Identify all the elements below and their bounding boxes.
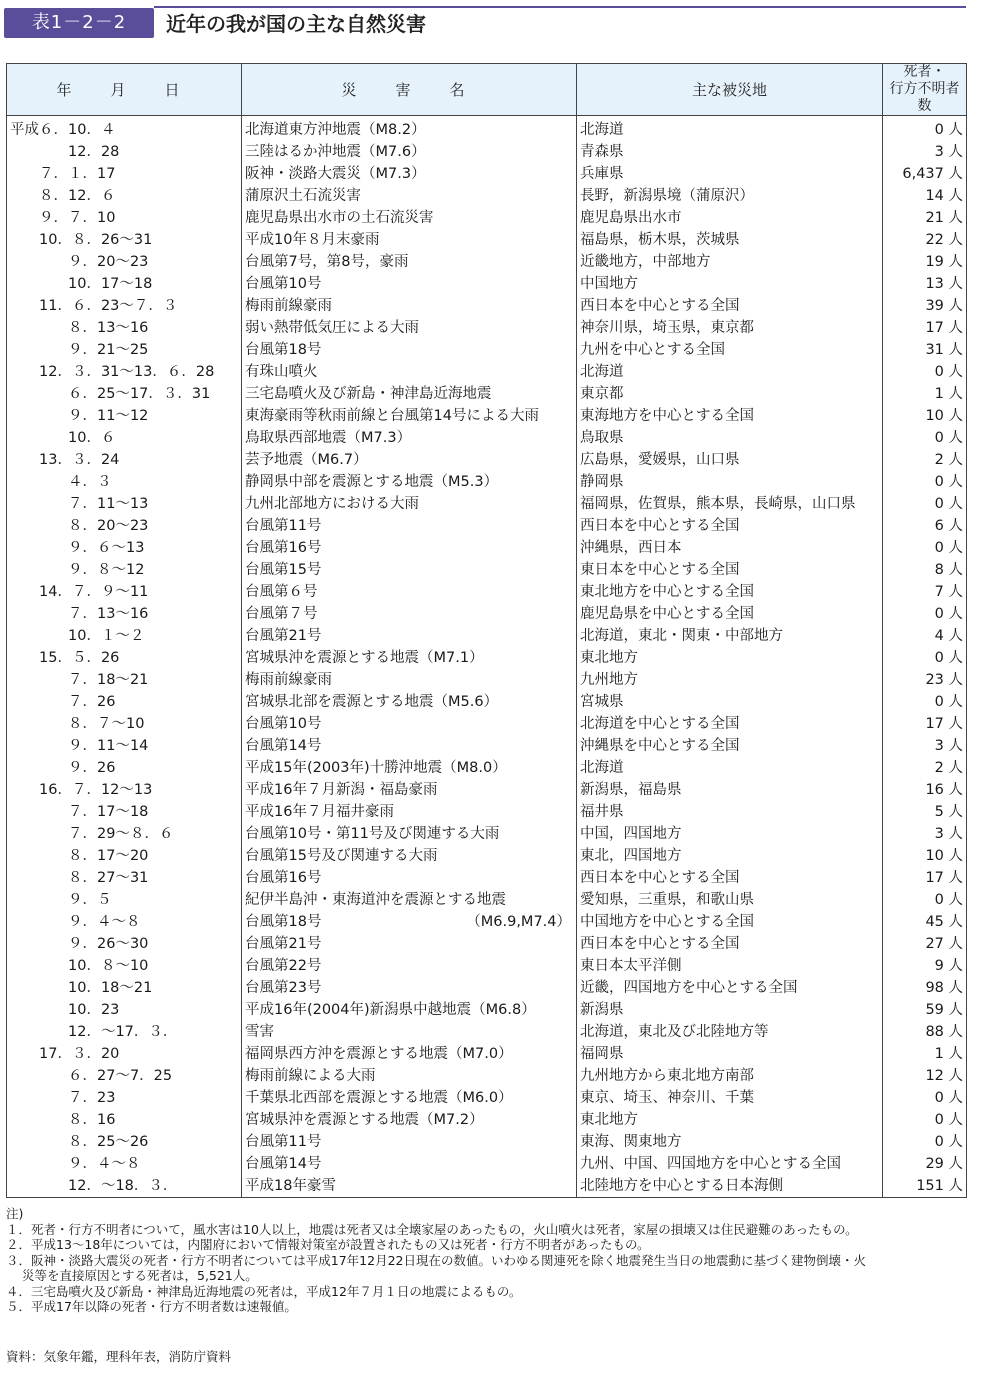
affected-area-cell: 広島県，愛媛県，山口県: [577, 449, 883, 471]
deaths-cell: 0 人: [883, 889, 967, 911]
column-header-area: 主な被災地: [577, 64, 883, 116]
table-row: [7, 779, 967, 801]
disaster-name-cell: 平成10年８月末豪雨: [242, 229, 577, 251]
deaths-cell: 1 人: [883, 383, 967, 405]
table-row: [7, 625, 967, 647]
affected-area-cell: 愛知県，三重県，和歌山県: [577, 889, 883, 911]
date-cell: ７．13～16: [7, 603, 242, 625]
deaths-cell: 0 人: [883, 493, 967, 515]
table-row: [7, 116, 967, 142]
disaster-name-cell: 台風第14号: [242, 1153, 577, 1175]
disaster-name-cell: 台風第10号: [242, 273, 577, 295]
disaster-name-cell: 梅雨前線豪雨: [242, 295, 577, 317]
table-row: [7, 185, 967, 207]
disaster-name-cell: 平成15年(2003年)十勝沖地震（M8.0）: [242, 757, 577, 779]
affected-area-cell: 北海道: [577, 116, 883, 142]
disaster-name-cell: 九州北部地方における大雨: [242, 493, 577, 515]
disaster-name-cell: 台風第15号: [242, 559, 577, 581]
deaths-cell: 59 人: [883, 999, 967, 1021]
table-row: [7, 1109, 967, 1131]
date-cell: ７．29～８．６: [7, 823, 242, 845]
disaster-name-cell: 梅雨前線による大雨: [242, 1065, 577, 1087]
deaths-cell: 12 人: [883, 1065, 967, 1087]
affected-area-cell: 福岡県: [577, 1043, 883, 1065]
disaster-name-cell: 台風第10号・第11号及び関連する大雨: [242, 823, 577, 845]
deaths-cell: 0 人: [883, 1109, 967, 1131]
date-cell: 10．１～２: [7, 625, 242, 647]
date-cell: 平成６．10．４: [7, 116, 242, 142]
affected-area-cell: 西日本を中心とする全国: [577, 515, 883, 537]
table-row: [7, 933, 967, 955]
table-row: [7, 757, 967, 779]
disaster-name-cell: [242, 911, 577, 933]
table-row: [7, 1065, 967, 1087]
table-row: [7, 449, 967, 471]
affected-area-cell: 北陸地方を中心とする日本海側: [577, 1175, 883, 1198]
affected-area-cell: 九州、中国、四国地方を中心とする全国: [577, 1153, 883, 1175]
disaster-name-cell: 宮城県沖を震源とする地震（M7.2）: [242, 1109, 577, 1131]
disaster-name-cell: 弱い熱帯低気圧による大雨: [242, 317, 577, 339]
deaths-cell: 0 人: [883, 427, 967, 449]
affected-area-cell: 新潟県，福島県: [577, 779, 883, 801]
affected-area-cell: 兵庫県: [577, 163, 883, 185]
header-rule: [154, 6, 966, 8]
affected-area-cell: 中国，四国地方: [577, 823, 883, 845]
deaths-cell: 0 人: [883, 603, 967, 625]
table-row: [7, 273, 967, 295]
disaster-name-cell: 台風第23号: [242, 977, 577, 999]
deaths-cell: 29 人: [883, 1153, 967, 1175]
deaths-cell: 0 人: [883, 471, 967, 493]
table-row: [7, 537, 967, 559]
deaths-cell: 0 人: [883, 1131, 967, 1153]
date-cell: ９．７．10: [7, 207, 242, 229]
disaster-name-cell: 静岡県中部を震源とする地震（M5.3）: [242, 471, 577, 493]
disaster-name-cell: 台風第16号: [242, 867, 577, 889]
deaths-cell: 4 人: [883, 625, 967, 647]
disaster-name-cell: 芸予地震（M6.7）: [242, 449, 577, 471]
table-row: [7, 1131, 967, 1153]
affected-area-cell: 西日本を中心とする全国: [577, 295, 883, 317]
affected-area-cell: 北海道を中心とする全国: [577, 713, 883, 735]
disaster-name-cell: 蒲原沢土石流災害: [242, 185, 577, 207]
deaths-cell: 23 人: [883, 669, 967, 691]
deaths-cell: 0 人: [883, 1087, 967, 1109]
table-row: [7, 735, 967, 757]
deaths-cell: 45 人: [883, 911, 967, 933]
table-row: [7, 207, 967, 229]
disaster-name-cell: 台風第22号: [242, 955, 577, 977]
affected-area-cell: 福島県，栃木県，茨城県: [577, 229, 883, 251]
table-row: [7, 339, 967, 361]
affected-area-cell: 九州地方: [577, 669, 883, 691]
table-header-bar: [4, 6, 966, 36]
affected-area-cell: 中国地方を中心とする全国: [577, 911, 883, 933]
disaster-name-cell: 平成16年７月福井豪雨: [242, 801, 577, 823]
deaths-cell: 0 人: [883, 691, 967, 713]
affected-area-cell: 東京、埼玉、神奈川、千葉: [577, 1087, 883, 1109]
date-cell: ９．26: [7, 757, 242, 779]
affected-area-cell: 福井県: [577, 801, 883, 823]
table-row: [7, 493, 967, 515]
affected-area-cell: 北海道，東北・関東・中部地方: [577, 625, 883, 647]
date-cell: ９．４～８: [7, 911, 242, 933]
deaths-cell: 3 人: [883, 823, 967, 845]
affected-area-cell: 鹿児島県出水市: [577, 207, 883, 229]
disaster-name-cell: 台風第7号，第8号，豪雨: [242, 251, 577, 273]
table-row: [7, 251, 967, 273]
disaster-name-cell: 台風第11号: [242, 1131, 577, 1153]
table-row: [7, 163, 967, 185]
disaster-name-cell: 三宅島噴火及び新島・神津島近海地震: [242, 383, 577, 405]
deaths-cell: 3 人: [883, 141, 967, 163]
disaster-name-text: 台風第18号: [245, 914, 322, 930]
date-cell: ９．６～13: [7, 537, 242, 559]
magnitude-suffix: （M6.9,M7.4）: [466, 914, 571, 930]
disaster-name-cell: 北海道東方沖地震（M8.2）: [242, 116, 577, 142]
affected-area-cell: 近畿，四国地方を中心とする全国: [577, 977, 883, 999]
deaths-cell: 13 人: [883, 273, 967, 295]
deaths-cell: 0 人: [883, 537, 967, 559]
deaths-cell: 17 人: [883, 713, 967, 735]
notes-heading: 注): [6, 1206, 24, 1221]
deaths-cell: 151 人: [883, 1175, 967, 1198]
table-row: [7, 559, 967, 581]
date-cell: 15．５．26: [7, 647, 242, 669]
table-row: [7, 911, 967, 933]
affected-area-cell: 九州地方から東北地方南部: [577, 1065, 883, 1087]
source-note: 資料：気象年鑑，理科年表，消防庁資料: [6, 1349, 232, 1364]
date-cell: 11．６．23～７．３: [7, 295, 242, 317]
disaster-name-cell: 平成18年豪雪: [242, 1175, 577, 1198]
deaths-cell: 98 人: [883, 977, 967, 999]
column-header-date: 年 月 日: [7, 64, 242, 116]
affected-area-cell: 東海、関東地方: [577, 1131, 883, 1153]
deaths-cell: 16 人: [883, 779, 967, 801]
note-3: ３．阪神・淡路大震災の死者・行方不明者については平成17年12月22日現在の数値。いわゆる関連死を除く地震発生当日の地震動に基づく建物倒壊・火: [6, 1252, 866, 1268]
affected-area-cell: 東日本を中心とする全国: [577, 559, 883, 581]
affected-area-cell: 北海道: [577, 361, 883, 383]
date-cell: ８．７～10: [7, 713, 242, 735]
affected-area-cell: 鳥取県: [577, 427, 883, 449]
table-number-tag: 表1－2－2: [4, 8, 154, 38]
affected-area-cell: 神奈川県，埼玉県，東京都: [577, 317, 883, 339]
date-cell: ４．３: [7, 471, 242, 493]
disaster-name-cell: 鹿児島県出水市の土石流災害: [242, 207, 577, 229]
disaster-table: [6, 63, 967, 1198]
date-cell: ６．27～7．25: [7, 1065, 242, 1087]
date-cell: 12．～18．３．: [7, 1175, 242, 1198]
date-cell: ８．12．６: [7, 185, 242, 207]
table-row: [7, 889, 967, 911]
date-cell: ８．16: [7, 1109, 242, 1131]
date-cell: ８．25～26: [7, 1131, 242, 1153]
date-cell: 12．28: [7, 141, 242, 163]
affected-area-cell: 東京都: [577, 383, 883, 405]
date-cell: 17．３．20: [7, 1043, 242, 1065]
disaster-name-cell: 三陸はるか沖地震（M7.6）: [242, 141, 577, 163]
affected-area-cell: 福岡県，佐賀県，熊本県，長崎県，山口県: [577, 493, 883, 515]
table-row: [7, 977, 967, 999]
date-cell: 12．３．31～13．６．28: [7, 361, 242, 383]
table-row: [7, 317, 967, 339]
note-1: １．死者・行方不明者について，風水害は10人以上，地震は死者又は全壊家屋のあったもの，火山噴火は死者，家屋の損壊又は住民避難のあったもの。: [6, 1221, 858, 1237]
disaster-name-cell: 紀伊半島沖・東海道沖を震源とする地震: [242, 889, 577, 911]
affected-area-cell: 長野，新潟県境（蒲原沢）: [577, 185, 883, 207]
date-cell: ９．11～12: [7, 405, 242, 427]
date-cell: 13．３．24: [7, 449, 242, 471]
date-cell: ７．26: [7, 691, 242, 713]
table-row: [7, 405, 967, 427]
table-row: [7, 471, 967, 493]
date-cell: ８．13～16: [7, 317, 242, 339]
affected-area-cell: 東北地方を中心とする全国: [577, 581, 883, 603]
table-row: [7, 515, 967, 537]
table-row: [7, 361, 967, 383]
table-row: [7, 713, 967, 735]
deaths-cell: 14 人: [883, 185, 967, 207]
disaster-name-cell: 有珠山噴火: [242, 361, 577, 383]
affected-area-cell: 東北地方: [577, 647, 883, 669]
disaster-name-cell: 台風第15号及び関連する大雨: [242, 845, 577, 867]
table-row: [7, 295, 967, 317]
affected-area-cell: 沖縄県，西日本: [577, 537, 883, 559]
affected-area-cell: 九州を中心とする全国: [577, 339, 883, 361]
deaths-cell: 19 人: [883, 251, 967, 273]
deaths-cell: 17 人: [883, 867, 967, 889]
disaster-name-cell: 雪害: [242, 1021, 577, 1043]
column-header-deaths: [883, 64, 967, 116]
table-row: [7, 801, 967, 823]
table-row: [7, 383, 967, 405]
note-5: ５．平成17年以降の死者・行方不明者数は速報値。: [6, 1299, 297, 1314]
disaster-name-cell: 平成16年７月新潟・福島豪雨: [242, 779, 577, 801]
note-4: ４．三宅島噴火及び新島・神津島近海地震の死者は，平成12年７月１日の地震によるもの。: [6, 1283, 522, 1299]
disaster-name-cell: 台風第10号: [242, 713, 577, 735]
affected-area-cell: 東北，四国地方: [577, 845, 883, 867]
table-row: [7, 1175, 967, 1198]
disaster-name-cell: 台風第６号: [242, 581, 577, 603]
table-row: [7, 603, 967, 625]
date-cell: 12．～17．３．: [7, 1021, 242, 1043]
date-cell: 10．18～21: [7, 977, 242, 999]
date-cell: ８．20～23: [7, 515, 242, 537]
disaster-name-cell: 台風第18号: [242, 339, 577, 361]
deaths-cell: 10 人: [883, 845, 967, 867]
disaster-name-cell: 阪神・淡路大震災（M7.3）: [242, 163, 577, 185]
disaster-name-cell: 鳥取県西部地震（M7.3）: [242, 427, 577, 449]
deaths-cell: 9 人: [883, 955, 967, 977]
table-row: [7, 647, 967, 669]
disaster-name-cell: 台風第21号: [242, 625, 577, 647]
date-cell: ７．17～18: [7, 801, 242, 823]
date-cell: ９．11～14: [7, 735, 242, 757]
affected-area-cell: 中国地方: [577, 273, 883, 295]
disaster-name-cell: 台風第14号: [242, 735, 577, 757]
disaster-name-cell: 台風第11号: [242, 515, 577, 537]
deaths-cell: 2 人: [883, 757, 967, 779]
notes-section: [6, 1206, 966, 1315]
date-cell: ７．23: [7, 1087, 242, 1109]
deaths-cell: 0 人: [883, 647, 967, 669]
table-body: [7, 116, 967, 1198]
column-header-deaths-line1: 死者・: [903, 64, 946, 80]
date-cell: ９．20～23: [7, 251, 242, 273]
date-cell: ９．26～30: [7, 933, 242, 955]
date-cell: 16．７．12～13: [7, 779, 242, 801]
affected-area-cell: 静岡県: [577, 471, 883, 493]
table-header-row: [7, 64, 967, 116]
date-cell: ７．１．17: [7, 163, 242, 185]
note-2: ２．平成13～18年については，内閣府において情報対策室が設置されたもの又は死者・行方不明者があったもの。: [6, 1237, 650, 1252]
table-row: [7, 669, 967, 691]
table-row: [7, 581, 967, 603]
table-row: [7, 1043, 967, 1065]
date-cell: ９．21～25: [7, 339, 242, 361]
date-cell: ９．５: [7, 889, 242, 911]
deaths-cell: 22 人: [883, 229, 967, 251]
deaths-cell: 10 人: [883, 405, 967, 427]
disaster-name-cell: 宮城県沖を震源とする地震（M7.1）: [242, 647, 577, 669]
table-row: [7, 229, 967, 251]
affected-area-cell: 青森県: [577, 141, 883, 163]
affected-area-cell: 鹿児島県を中心とする全国: [577, 603, 883, 625]
disaster-name-cell: 台風第７号: [242, 603, 577, 625]
affected-area-cell: 北海道: [577, 757, 883, 779]
date-cell: 14．７．９～11: [7, 581, 242, 603]
date-cell: 10．17～18: [7, 273, 242, 295]
affected-area-cell: 西日本を中心とする全国: [577, 933, 883, 955]
table-row: [7, 141, 967, 163]
deaths-cell: 31 人: [883, 339, 967, 361]
table-row: [7, 691, 967, 713]
deaths-cell: 1 人: [883, 1043, 967, 1065]
table-row: [7, 955, 967, 977]
affected-area-cell: 東北地方: [577, 1109, 883, 1131]
disaster-name-cell: 千葉県北西部を震源とする地震（M6.0）: [242, 1087, 577, 1109]
affected-area-cell: 沖縄県を中心とする全国: [577, 735, 883, 757]
disaster-name-cell: 東海豪雨等秋雨前線と台風第14号による大雨: [242, 405, 577, 427]
deaths-cell: 39 人: [883, 295, 967, 317]
table-row: [7, 845, 967, 867]
table-row: [7, 1153, 967, 1175]
deaths-cell: 6 人: [883, 515, 967, 537]
disaster-name-cell: 平成16年(2004年)新潟県中越地震（M6.8）: [242, 999, 577, 1021]
date-cell: ７．18～21: [7, 669, 242, 691]
date-cell: ８．27～31: [7, 867, 242, 889]
date-cell: 10．23: [7, 999, 242, 1021]
affected-area-cell: 東日本太平洋側: [577, 955, 883, 977]
deaths-cell: 5 人: [883, 801, 967, 823]
table-row: [7, 427, 967, 449]
table-row: [7, 999, 967, 1021]
deaths-cell: 27 人: [883, 933, 967, 955]
page-title: 近年の我が国の主な自然災害: [166, 12, 426, 36]
deaths-cell: 2 人: [883, 449, 967, 471]
date-cell: ９．４～８: [7, 1153, 242, 1175]
date-cell: ８．17～20: [7, 845, 242, 867]
affected-area-cell: 北海道，東北及び北陸地方等: [577, 1021, 883, 1043]
date-cell: ６．25～17．３．31: [7, 383, 242, 405]
disaster-name-cell: 梅雨前線豪雨: [242, 669, 577, 691]
affected-area-cell: 東海地方を中心とする全国: [577, 405, 883, 427]
affected-area-cell: 宮城県: [577, 691, 883, 713]
date-cell: ７．11～13: [7, 493, 242, 515]
column-header-name: 災 害 名: [242, 64, 577, 116]
disaster-name-cell: 台風第16号: [242, 537, 577, 559]
table-row: [7, 823, 967, 845]
deaths-cell: 0 人: [883, 361, 967, 383]
date-cell: 10．８～10: [7, 955, 242, 977]
deaths-cell: 3 人: [883, 735, 967, 757]
disaster-name-cell: 台風第21号: [242, 933, 577, 955]
deaths-cell: 88 人: [883, 1021, 967, 1043]
date-cell: 10．６: [7, 427, 242, 449]
deaths-cell: 0 人: [883, 116, 967, 142]
deaths-cell: 6,437 人: [883, 163, 967, 185]
table-row: [7, 867, 967, 889]
date-cell: 10．８．26～31: [7, 229, 242, 251]
table-row: [7, 1087, 967, 1109]
deaths-cell: 21 人: [883, 207, 967, 229]
disaster-name-cell: 福岡県西方沖を震源とする地震（M7.0）: [242, 1043, 577, 1065]
column-header-deaths-line2: 行方不明者数: [889, 81, 960, 114]
affected-area-cell: 新潟県: [577, 999, 883, 1021]
deaths-cell: 8 人: [883, 559, 967, 581]
affected-area-cell: 近畿地方，中部地方: [577, 251, 883, 273]
deaths-cell: 7 人: [883, 581, 967, 603]
note-3-continued: 災等を直接原因とする死者は，5,521人。: [22, 1268, 258, 1283]
affected-area-cell: 西日本を中心とする全国: [577, 867, 883, 889]
date-cell: ９．８～12: [7, 559, 242, 581]
deaths-cell: 17 人: [883, 317, 967, 339]
disaster-name-cell: 宮城県北部を震源とする地震（M5.6）: [242, 691, 577, 713]
table-row: [7, 1021, 967, 1043]
